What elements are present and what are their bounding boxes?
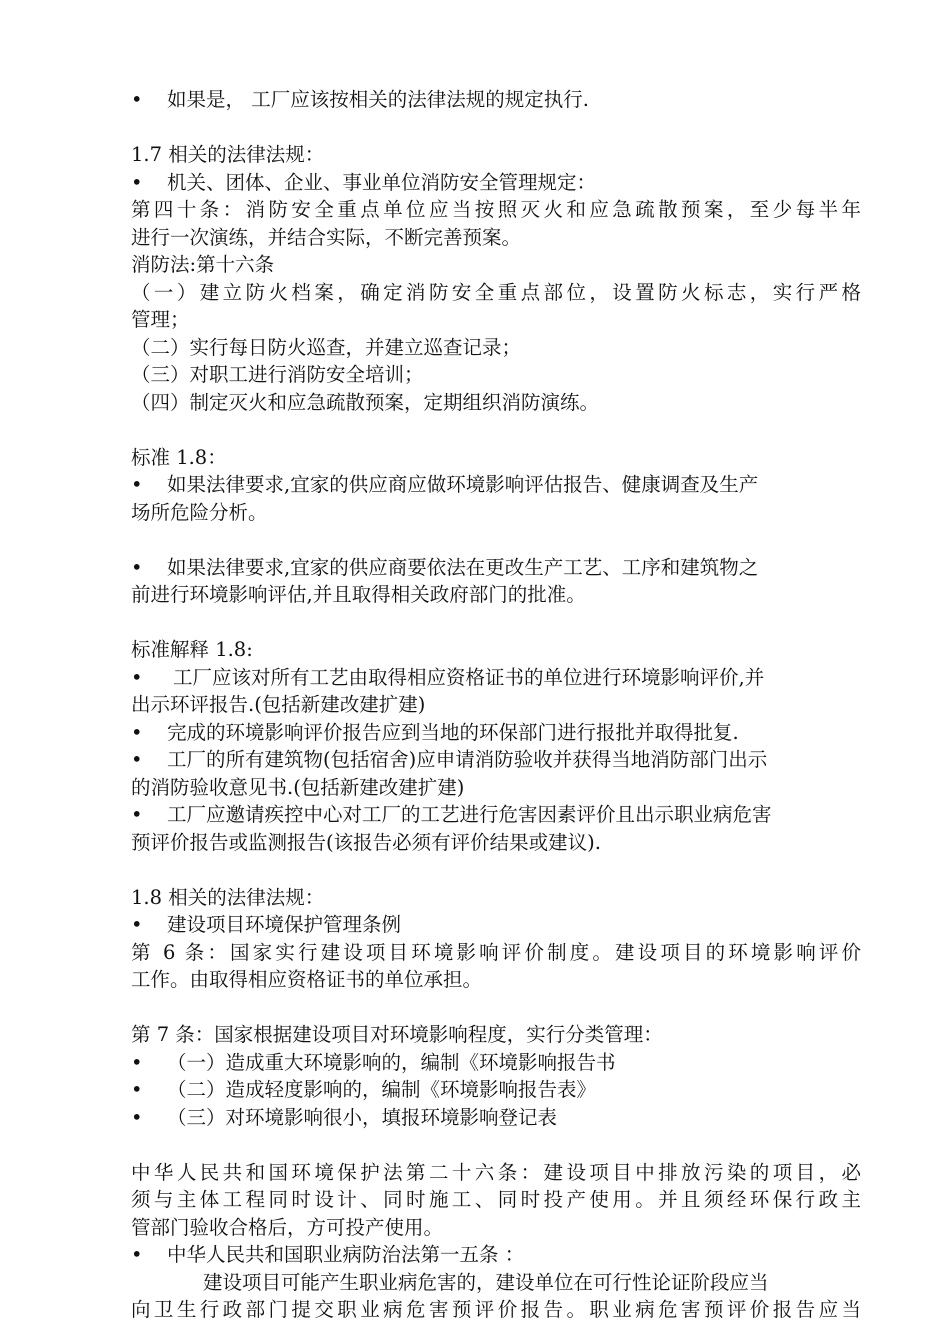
paragraph-line: 前进行环境影响评估,并且取得相关政府部门的批准。	[131, 583, 586, 606]
paragraph-line: （一）建立防火档案，确定消防安全重点部位，设置防火标志，实行严格	[131, 280, 861, 304]
bullet-line	[131, 1104, 861, 1132]
bullet-line	[131, 746, 861, 774]
line-text: （一）造成重大环境影响的，编制《环境影响报告书	[167, 1050, 616, 1074]
document-page	[131, 86, 861, 1324]
section-heading: 1.8 相关的法律法规：	[131, 885, 325, 909]
bullet-icon: •	[131, 803, 143, 826]
blank-line	[131, 994, 861, 1022]
paragraph-line: （三）对职工进行消防安全培训；	[131, 363, 424, 386]
bullet-line	[131, 911, 861, 939]
section-heading: 标准解释 1.8:	[131, 638, 253, 661]
paragraph-line: （四）制定灭火和应急疏散预案，定期组织消防演练。	[131, 390, 600, 414]
paragraph-line: 的消防验收意见书.(包括新建改建扩建)	[131, 775, 465, 799]
line-text: （二）造成轻度影响的，编制《环境影响报告表》	[167, 1078, 597, 1101]
line-text: 工厂应该对所有工艺由取得相应资格证书的单位进行环境影响评价,并	[173, 665, 765, 689]
blank-line	[131, 526, 861, 554]
paragraph-line: 出示环评报告.(包括新建改建扩建)	[131, 693, 426, 716]
paragraph-line: 第 6 条：国家实行建设项目环境影响评价制度。建设项目的环境影响评价	[131, 940, 861, 964]
blank-line	[131, 416, 861, 444]
paragraph-line: 建设项目可能产生职业病危害的，建设单位在可行性论证阶段应当	[203, 1270, 769, 1294]
paragraph-line: 场所危险分析。	[131, 500, 268, 524]
section-heading: 标准 1.8：	[131, 445, 227, 469]
bullet-icon: •	[131, 748, 143, 771]
bullet-line	[131, 664, 861, 692]
bullet-line	[131, 1049, 861, 1077]
line-text: 工厂应邀请疾控中心对工厂的工艺进行危害因素评价且出示职业病危害	[167, 803, 772, 826]
paragraph-line: 向卫生行政部门提交职业病危害预评价报告。职业病危害预评价报告应当	[131, 1298, 861, 1321]
line-text: （三）对环境影响很小，填报环境影响登记表	[167, 1105, 558, 1129]
line-text: 如果法律要求,宜家的供应商应做环境影响评估报告、健康调查及生产	[167, 473, 759, 496]
blank-line	[131, 114, 861, 142]
bullet-icon: •	[131, 88, 143, 111]
paragraph-line: 工作。由取得相应资格证书的单位承担。	[131, 968, 483, 991]
blank-line	[131, 856, 861, 884]
bullet-icon: •	[131, 665, 143, 689]
bullet-icon: •	[131, 1050, 143, 1074]
bullet-icon: •	[131, 913, 143, 936]
paragraph-line: 管理；	[131, 308, 190, 331]
bullet-line	[131, 86, 861, 114]
blank-line	[131, 609, 861, 637]
bullet-line	[131, 471, 861, 499]
bullet-line	[131, 1076, 861, 1104]
bullet-icon: •	[131, 170, 143, 194]
bullet-line	[131, 801, 861, 829]
bullet-icon: •	[131, 1105, 143, 1129]
paragraph-line: 进行一次演练，并结合实际，不断完善预案。	[131, 225, 522, 249]
line-text: 机关、团体、企业、事业单位消防安全管理规定：	[167, 170, 597, 194]
paragraph-line: 第 7 条：国家根据建设项目对环境影响程度，实行分类管理：	[131, 1023, 663, 1046]
blank-line	[131, 1131, 861, 1159]
paragraph-line: 第四十条：消防安全重点单位应当按照灭火和应急疏散预案，至少每半年	[131, 198, 861, 221]
bullet-icon: •	[131, 473, 143, 496]
line-text: 中华人民共和国职业病防治法第一五条 ：	[167, 1243, 525, 1266]
line-text: 如果是， 工厂应该按相关的法律法规的规定执行.	[167, 88, 589, 111]
line-text: 如果法律要求,宜家的供应商要依法在更改生产工艺、工序和建筑物之	[167, 555, 759, 579]
bullet-line	[131, 1241, 861, 1269]
paragraph-line: 中华人民共和国环境保护法第二十六条：建设项目中排放污染的项目，必	[131, 1160, 861, 1184]
bullet-line	[131, 554, 861, 582]
bullet-icon: •	[131, 1078, 143, 1101]
paragraph-line: 须与主体工程同时设计、同时施工、同时投产使用。并且须经环保行政主	[131, 1188, 861, 1211]
paragraph-line: 预评价报告或监测报告(该报告必须有评价结果或建议).	[131, 830, 601, 854]
paragraph-line: 管部门验收合格后，方可投产使用。	[131, 1215, 444, 1239]
line-text: 建设项目环境保护管理条例	[167, 913, 402, 936]
bullet-line	[131, 719, 861, 747]
section-heading: 1.7 相关的法律法规：	[131, 143, 325, 166]
bullet-icon: •	[131, 1243, 143, 1266]
bullet-icon: •	[131, 720, 143, 744]
line-text: 工厂的所有建筑物(包括宿舍)应申请消防验收并获得当地消防部门出示	[167, 748, 768, 771]
bullet-line	[131, 169, 861, 197]
paragraph-line: 消防法:第十六条	[131, 253, 275, 276]
paragraph-line: （二）实行每日防火巡查，并建立巡查记录；	[131, 335, 522, 359]
line-text: 完成的环境影响评价报告应到当地的环保部门进行报批并取得批复.	[167, 720, 739, 744]
bullet-icon: •	[131, 555, 143, 579]
